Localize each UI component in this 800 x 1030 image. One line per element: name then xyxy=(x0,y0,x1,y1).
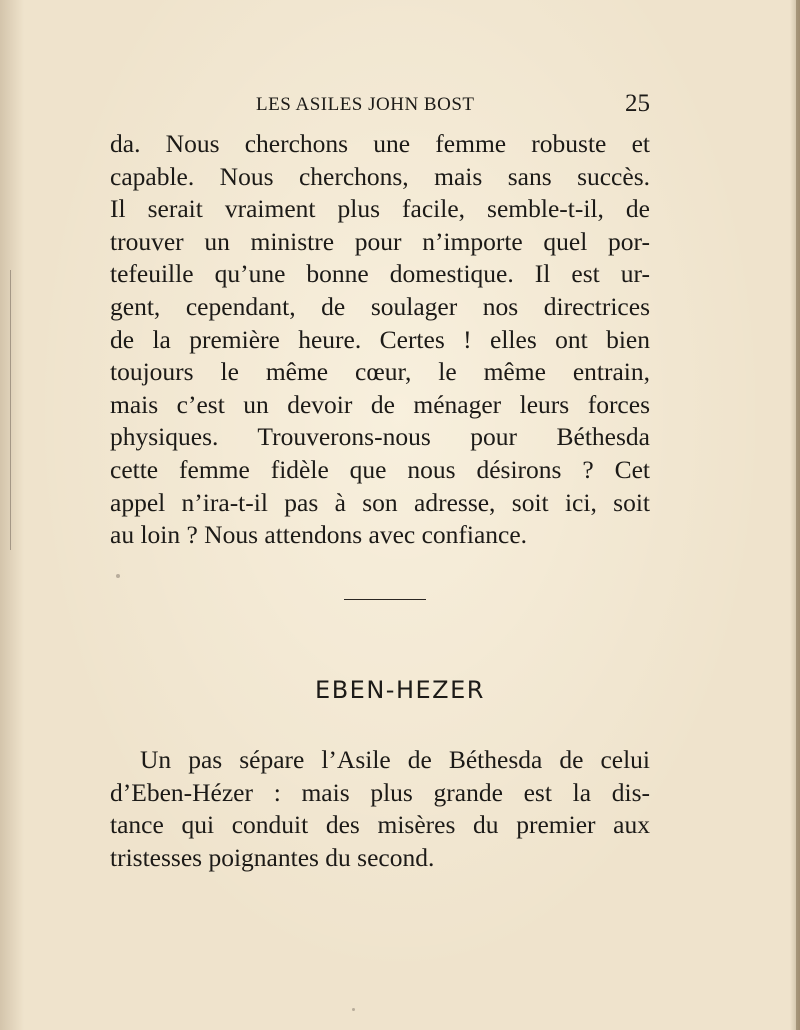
paper-speck xyxy=(116,574,120,578)
section-title: EBEN-HEZER xyxy=(315,676,485,704)
text-line: cette femme fidèle que nous désirons ? Cet xyxy=(110,454,650,484)
text-line: gent, cependant, de soulager nos directrices xyxy=(110,291,650,321)
text-line: toujours le même cœur, le même entrain, xyxy=(110,357,650,387)
text-line: Il serait vraiment plus facile, semble-t-il, de xyxy=(110,194,650,224)
running-title: LES ASILES JOHN BOST xyxy=(256,94,475,115)
page-edge xyxy=(796,0,800,1030)
paper-speck xyxy=(352,1008,355,1011)
text-line: capable. Nous cherchons, mais sans succès. xyxy=(110,161,650,191)
text-line: de la première heure. Certes ! elles ont bien xyxy=(110,324,650,354)
text-line: Un pas sépare l’Asile de Béthesda de celui xyxy=(140,745,650,774)
text-line: tefeuille qu’une bonne domestique. Il est ur- xyxy=(110,259,650,289)
running-head xyxy=(110,92,650,116)
text-line: au loin ? Nous attendons avec confiance. xyxy=(110,520,528,550)
text-line: trouver un ministre pour n’importe quel por- xyxy=(110,226,650,256)
text-line: tristesses poignantes du second. xyxy=(110,842,435,872)
text-line: da. Nous cherchons une femme robuste et xyxy=(110,129,650,158)
text-line: d’Eben-Hézer : mais plus grande est la dis- xyxy=(110,777,650,807)
text-line: mais c’est un devoir de ménager leurs forces xyxy=(110,389,650,419)
section-divider xyxy=(344,599,426,600)
text-line: physiques. Trouverons-nous pour Béthesda xyxy=(110,422,650,452)
page-number: 25 xyxy=(625,90,650,117)
paragraph-continued xyxy=(110,128,650,552)
paragraph xyxy=(110,744,650,874)
text-line: tance qui conduit des misères du premier aux xyxy=(110,810,650,840)
binding-edge xyxy=(10,270,13,550)
text-line: appel n’ira-t-il pas à son adresse, soit ici, soit xyxy=(110,487,650,517)
